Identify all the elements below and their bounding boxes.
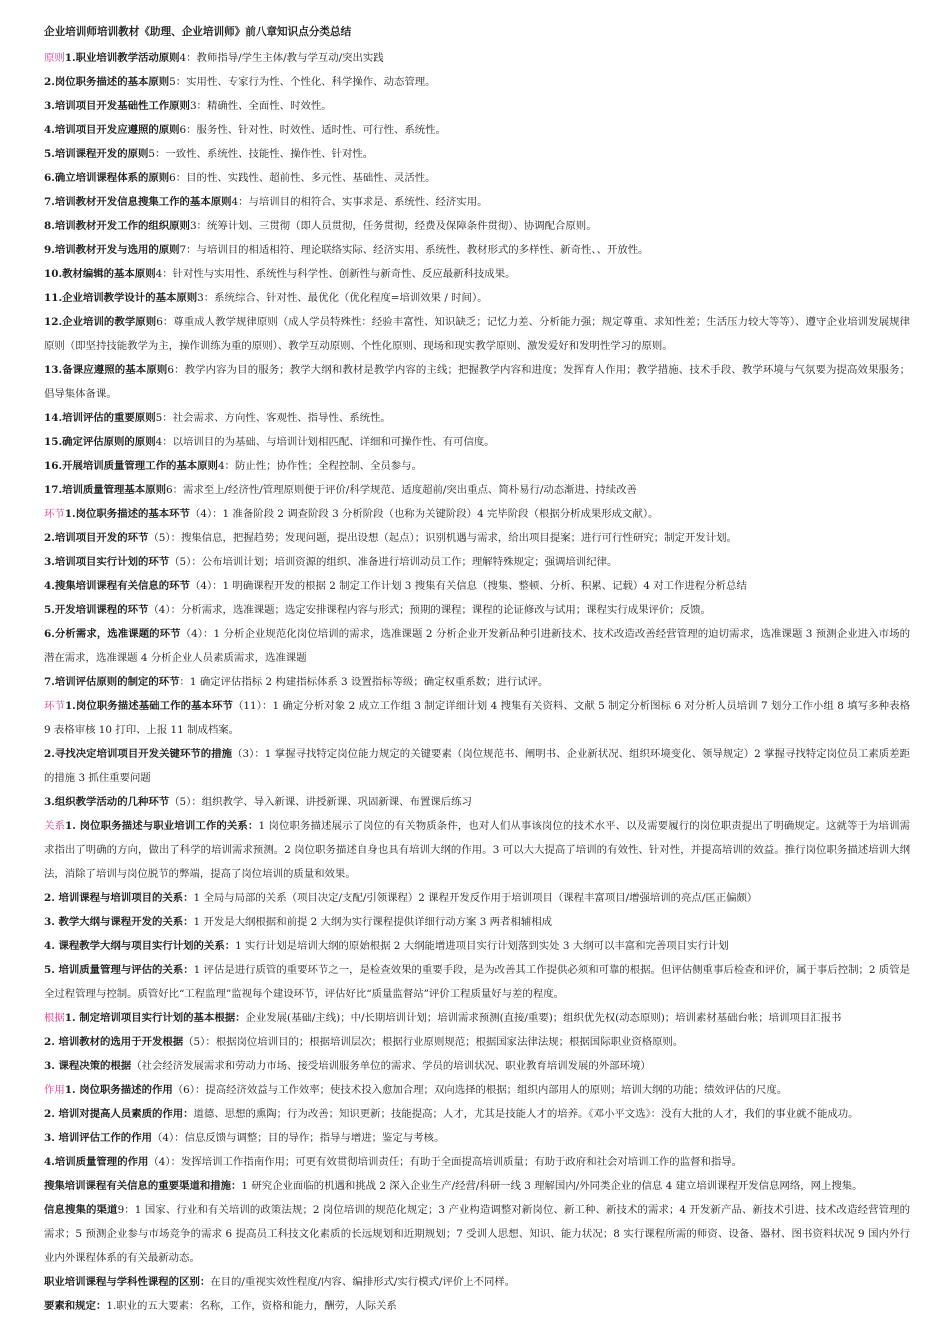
list-item bbox=[44, 454, 910, 478]
item-heading: 14.培训评估的重要原则 bbox=[44, 412, 156, 424]
item-body: 4：以培训目的为基础、与培训计划相匹配、详细和可操作性、有可信度。 bbox=[155, 436, 495, 448]
item-heading: 7.培训评估原则的制定的环节 bbox=[44, 676, 180, 688]
item-heading: 职业培训课程与学科性课程的区别： bbox=[44, 1276, 211, 1288]
list-item bbox=[44, 94, 910, 118]
item-body: （5）：搜集信息，把握趋势；发现问题，提出设想（起点）；识别机遇与需求，给出项目提案；进行可行性研究；制定开发计划。 bbox=[148, 532, 737, 544]
item-body: 4：教师指导/学生主体/教与学互动/突出实践 bbox=[179, 52, 384, 64]
item-body: 3：系统综合、针对性、最优化（优化程度=培训效果 / 时间）。 bbox=[197, 292, 488, 304]
item-body: （5）：公布培训计划；培训资源的组织、准备进行培训动员工作；理解特殊规定；强调培训纪律。 bbox=[169, 556, 618, 568]
document-title: 企业培训师培训教材《助理、企业培训师》前八章知识点分类总结 bbox=[44, 26, 352, 38]
item-heading: 1.职业培训教学活动原则 bbox=[64, 52, 180, 64]
item-heading: 4.培训质量管理的作用 bbox=[44, 1156, 149, 1168]
list-item bbox=[44, 262, 910, 286]
category-tag: 原则 bbox=[44, 52, 65, 64]
item-heading: 12.企业培训的教学原则 bbox=[44, 316, 157, 328]
category-tag: 关系 bbox=[44, 820, 66, 832]
list-item bbox=[44, 142, 910, 166]
item-heading: 6.分析需求，选准课题的环节 bbox=[44, 628, 181, 640]
item-heading: 3.培训项目实行计划的环节 bbox=[44, 556, 170, 568]
item-heading: 7.培训教材开发信息搜集工作的基本原则 bbox=[44, 196, 232, 208]
item-heading: 要素和规定： bbox=[44, 1300, 107, 1312]
list-item bbox=[44, 238, 910, 262]
item-heading: 6.确立培训课程体系的原则 bbox=[44, 172, 170, 184]
item-body: （6）：提高经济效益与工作效率；使技术投入愈加合理；双向选择的根据；组织内部用人的原则；培训大纲的功能；绩效评估的尺度。 bbox=[172, 1084, 788, 1096]
list-item bbox=[44, 1198, 910, 1270]
item-heading: 17.培训质量管理基本原则 bbox=[44, 484, 166, 496]
item-heading: 1. 岗位职务描述与职业培训工作的关系： bbox=[65, 820, 259, 832]
item-heading: 1. 制定培训项目实行计划的基本根据： bbox=[64, 1012, 246, 1024]
item-heading: 2.岗位职务描述的基本原则 bbox=[44, 76, 170, 88]
item-body: 1 实行计划是培训大纲的原始根据 2 大纲能增进项目实行计划落到实处 3 大纲可以丰富和完善项目实行计划 bbox=[235, 940, 729, 952]
list-item bbox=[44, 910, 910, 934]
item-body: （3）：1 掌握寻找特定岗位能力规定的关键要素（岗位规范书、阐明书、企业新状况、组织环境变化、领导规定）2 掌握寻找特定岗位员工素质差距的措施 3 抓住重要问题 bbox=[44, 748, 910, 784]
item-list bbox=[44, 46, 910, 1318]
item-body: ：1 确定评估指标 2 构建指标体系 3 设置指标等级；确定权重系数；进行试评。 bbox=[179, 676, 549, 688]
list-item bbox=[44, 1030, 910, 1054]
list-item bbox=[44, 1006, 910, 1030]
list-item bbox=[44, 958, 910, 1006]
item-body: （5）：组织教学、导入新课、讲授新课、巩固新课、布置课后练习 bbox=[169, 796, 472, 808]
item-body: 3：统筹计划、三贯彻（即人员贯彻，任务贯彻，经费及保障条件贯彻）、协调配合原则。 bbox=[189, 220, 597, 232]
item-body: 1 评估是进行质管的重要环节之一，是检查效果的重要手段，是为改善其工作提供必须和可靠的根据。但评估侧重事后检查和评价，属于事后控制；2 质管是全过程管理与控制。质管好比“工程监理”监视每个建设环节，评估好比“质量监督站”评价工程质量好与差的程度。 bbox=[44, 964, 910, 1000]
item-body: （社会经济发展需求和劳动力市场、接受培训服务单位的需求、学员的培训状况、职业教育培训发展的外部环境） bbox=[131, 1060, 651, 1072]
item-body: 在目的/重视实效性程度/内容、编排形式/实行模式/评价上不同样。 bbox=[210, 1276, 516, 1288]
list-item bbox=[44, 46, 910, 70]
item-heading: 2. 培训对提高人员素质的作用： bbox=[44, 1108, 194, 1120]
item-heading: 1.岗位职务描述的基本环节 bbox=[64, 508, 190, 520]
list-item bbox=[44, 526, 910, 550]
item-body: （4）：1 分析企业规范化岗位培训的需求，选准课题 2 分析企业开发新品种引进新技术、技术改造改善经营管理的迫切需求，选准课题 3 预测企业进入市场的潜在需求，选准课题 4 分析企业人员素质需求，选准课题 bbox=[44, 628, 910, 664]
list-item bbox=[44, 310, 910, 358]
item-heading: 3.培训项目开发基础性工作原则 bbox=[44, 100, 190, 112]
item-heading: 2. 培训课程与培训项目的关系： bbox=[44, 892, 194, 904]
item-body: 3：精确性、全面性、时效性。 bbox=[189, 100, 332, 112]
list-item bbox=[44, 1054, 910, 1078]
item-heading: 4. 课程教学大纲与项目实行计划的关系： bbox=[44, 940, 236, 952]
item-body: （4）：发挥培训工作指南作用；可更有效贯彻培训责任；有助于全面提高培训质量；有助于政府和社会对培训工作的监督和指导。 bbox=[148, 1156, 743, 1168]
list-item bbox=[44, 598, 910, 622]
item-body: （4）：信息反馈与调整；目的导作；指导与增进；鉴定与考核。 bbox=[151, 1132, 445, 1144]
item-body: 1 开发是大纲根据和前提 2 大纲为实行课程提供详细行动方案 3 两者相辅相成 bbox=[193, 916, 552, 928]
item-body: 5：社会需求、方向性、客观性、指导性、系统性。 bbox=[155, 412, 391, 424]
list-item bbox=[44, 814, 910, 886]
list-item bbox=[44, 1174, 910, 1198]
category-tag: 根据 bbox=[44, 1012, 65, 1024]
item-body: 1 全局与局部的关系（项目决定/支配/引领课程）2 课程开发反作用于培训项目（课程丰富项目/增强培训的亮点/匡正偏颇） bbox=[193, 892, 758, 904]
item-heading: 10.教材编辑的基本原则 bbox=[44, 268, 156, 280]
list-item bbox=[44, 886, 910, 910]
item-heading: 搜集培训课程有关信息的重要渠道和措施： bbox=[44, 1180, 242, 1192]
list-item bbox=[44, 118, 910, 142]
item-heading: 5.开发培训课程的环节 bbox=[44, 604, 149, 616]
item-heading: 13.备课应遵照的基本原则 bbox=[44, 364, 168, 376]
item-heading: 15.确定评估原则的原则 bbox=[44, 436, 156, 448]
list-item bbox=[44, 406, 910, 430]
item-heading: 3. 培训评估工作的作用 bbox=[44, 1132, 152, 1144]
item-heading: 11.企业培训教学设计的基本原则 bbox=[44, 292, 198, 304]
item-body: 6：教学内容为目的服务；教学大纲和教材是教学内容的主线；把握教学内容和进度；发挥育人作用；教学措施、技术手段、教学环境与气氛要为提高效果服务；倡导集体备课。 bbox=[44, 364, 911, 400]
list-item bbox=[44, 1126, 910, 1150]
item-heading: 3. 教学大纲与课程开发的关系： bbox=[44, 916, 194, 928]
item-heading: 1.岗位职务描述基础工作的基本环节 bbox=[64, 700, 233, 712]
item-heading: 3.组织教学活动的几种环节 bbox=[44, 796, 170, 808]
item-body: 5：实用性、专家行为性、个性化、科学操作、动态管理。 bbox=[169, 76, 436, 88]
list-item bbox=[44, 1102, 910, 1126]
item-body: 企业发展(基础/主线)；中/长期培训计划；培训需求预测(直接/重要)；组织优先权(动态原则)；培训素材基础台帐；培训项目汇报书 bbox=[245, 1012, 842, 1024]
item-heading: 信息搜集的渠道 bbox=[44, 1204, 118, 1216]
list-item bbox=[44, 190, 910, 214]
item-body: （5）：根据岗位培训目的；根据培训层次；根据行业原则规范；根据国家法律法规；根据国际职业资格原则。 bbox=[183, 1036, 684, 1048]
item-body: 1 研究企业面临的机遇和挑战 2 深入企业生产/经营/科研一线 3 理解国内/外同类企业的信息 4 建立培训课程开发信息网络，网上搜集。 bbox=[241, 1180, 863, 1192]
category-tag: 环节 bbox=[44, 700, 65, 712]
list-item bbox=[44, 70, 910, 94]
item-heading: 2.培训项目开发的环节 bbox=[44, 532, 149, 544]
list-item bbox=[44, 214, 910, 238]
list-item bbox=[44, 286, 910, 310]
item-heading: 1. 岗位职务描述的作用 bbox=[64, 1084, 173, 1096]
item-body: （4）：分析需求，选准课题；选定安排课程内容与形式；预期的课程；课程的论证修改与试用；课程实行成果评价；反馈。 bbox=[148, 604, 711, 616]
item-heading: 2. 培训教材的选用于开发根据 bbox=[44, 1036, 184, 1048]
list-item bbox=[44, 934, 910, 958]
item-body: 9：1 国家、行业和有关培训的政策法规；2 岗位培训的规范化规定；3 产业构造调整对新岗位、新工种、新技术的需求；4 开发新产品、新技术引进、技术改造经营管理的需求；5 预测企业参与市场竞争的需求 6 提高员工科技文化素质的长远规划和近期规划；7 受训人思想、知识、能力状况；8 实行课程所需的师资、设备、器材、图书资料状况 9 国内外行业内外课程体系的有关最新动态。 bbox=[44, 1204, 910, 1264]
list-item bbox=[44, 358, 910, 406]
item-heading: 8.培训教材开发工作的组织原则 bbox=[44, 220, 190, 232]
item-body: 4：针对性与实用性、系统性与科学性、创新性与新奇性、反应最新科技成果。 bbox=[155, 268, 516, 280]
list-item bbox=[44, 622, 910, 670]
item-body: 6：尊重成人教学规律原则（成人学员特殊性：经验丰富性、知识缺乏；记忆力差、分析能力强；规定尊重、求知性差；生活压力较大等等）、遵守企业培训发展规律原则（即坚持技能教学为主，操作训练为重的原则）、教学互动原则、个性化原则、现场和现实教学原则、激发爱好和发明性学习的原则。 bbox=[44, 316, 910, 352]
list-item bbox=[44, 430, 910, 454]
category-tag: 作用 bbox=[44, 1084, 65, 1096]
item-body: 1 岗位职务描述展示了岗位的有关物质条件，也对人们从事该岗位的技术水平、以及需要履行的岗位职责提出了明确规定。这就等于为培训需求指出了明确的方向，做出了科学的培训需求预测。2 岗位职务描述自身也具有培训大纲的作用。3 可以大大提高了培训的有效性、针对性，并提高培训的效益。推行岗位职务描述培训大纲法，消除了培训与岗位脱节的弊端，提高了岗位培训的质量和效果。 bbox=[44, 820, 910, 880]
list-item bbox=[44, 550, 910, 574]
list-item bbox=[44, 742, 910, 790]
item-body: （4）：1 准备阶段 2 调查阶段 3 分析阶段（也称为关键阶段）4 完毕阶段（根据分析成果形成文献）。 bbox=[189, 508, 659, 520]
item-heading: 16.开展培训质量管理工作的基本原则 bbox=[44, 460, 218, 472]
item-heading: 5. 培训质量管理与评估的关系： bbox=[44, 964, 194, 976]
list-item bbox=[44, 502, 910, 526]
item-heading: 3. 课程决策的根据 bbox=[44, 1060, 132, 1072]
item-heading: 4.培训项目开发应遵照的原则 bbox=[44, 124, 180, 136]
item-body: 6：需求至上/经济性/管理原则便于评价/科学规范、适度超前/突出重点、简朴易行/动态渐进、持续改善 bbox=[165, 484, 637, 496]
category-tag: 环节 bbox=[44, 508, 65, 520]
item-body: 4：防止性；协作性；全程控制、全员参与。 bbox=[217, 460, 422, 472]
list-item bbox=[44, 166, 910, 190]
item-heading: 4.搜集培训课程有关信息的环节 bbox=[44, 580, 190, 592]
list-item bbox=[44, 694, 910, 742]
item-body: 1.职业的五大要素：名称，工作，资格和能力，酬劳，人际关系 bbox=[106, 1300, 397, 1312]
item-body: 6：服务性、针对性、时效性、适时性、可行性、系统性。 bbox=[179, 124, 446, 136]
item-body: 4：与培训目的相符合、实事求是、系统性、经济实用。 bbox=[231, 196, 488, 208]
item-heading: 2.寻找决定培训项目开发关键环节的措施 bbox=[44, 748, 233, 760]
list-item bbox=[44, 574, 910, 598]
item-body: 5：一致性、系统性、技能性、操作性、针对性。 bbox=[148, 148, 374, 160]
list-item bbox=[44, 1294, 910, 1318]
list-item bbox=[44, 1270, 910, 1294]
list-item bbox=[44, 670, 910, 694]
list-item bbox=[44, 1078, 910, 1102]
list-item bbox=[44, 1150, 910, 1174]
item-body: （11）：1 确定分析对象 2 成立工作组 3 制定详细计划 4 搜集有关资料、文献 5 制定分析图标 6 对分析人员培训 7 划分工作小组 8 填写多种表格 9 表格审核 10 打印、上报 11 制成档案。 bbox=[44, 700, 910, 736]
item-heading: 5.培训课程开发的原则 bbox=[44, 148, 149, 160]
item-body: 6：目的性、实践性、超前性、多元性、基础性、灵活性。 bbox=[169, 172, 436, 184]
list-item bbox=[44, 478, 910, 502]
item-heading: 9.培训教材开发与选用的原则 bbox=[44, 244, 180, 256]
item-body: 道德、思想的熏陶；行为改善；知识更新；技能提高；人才，尤其是技能人才的培养。《邓小平文选》：没有大批的人才，我们的事业就不能成功。 bbox=[193, 1108, 859, 1120]
list-item bbox=[44, 790, 910, 814]
item-body: 7：与培训目的相适相符、理论联络实际、经济实用、系统性、教材形式的多样性、新奇性、、开放性。 bbox=[179, 244, 649, 256]
item-body: （4）：1 明确课程开发的根据 2 制定工作计划 3 搜集有关信息（搜集、整顿、分析、积累、记载）4 对工作进程分析总结 bbox=[189, 580, 747, 592]
